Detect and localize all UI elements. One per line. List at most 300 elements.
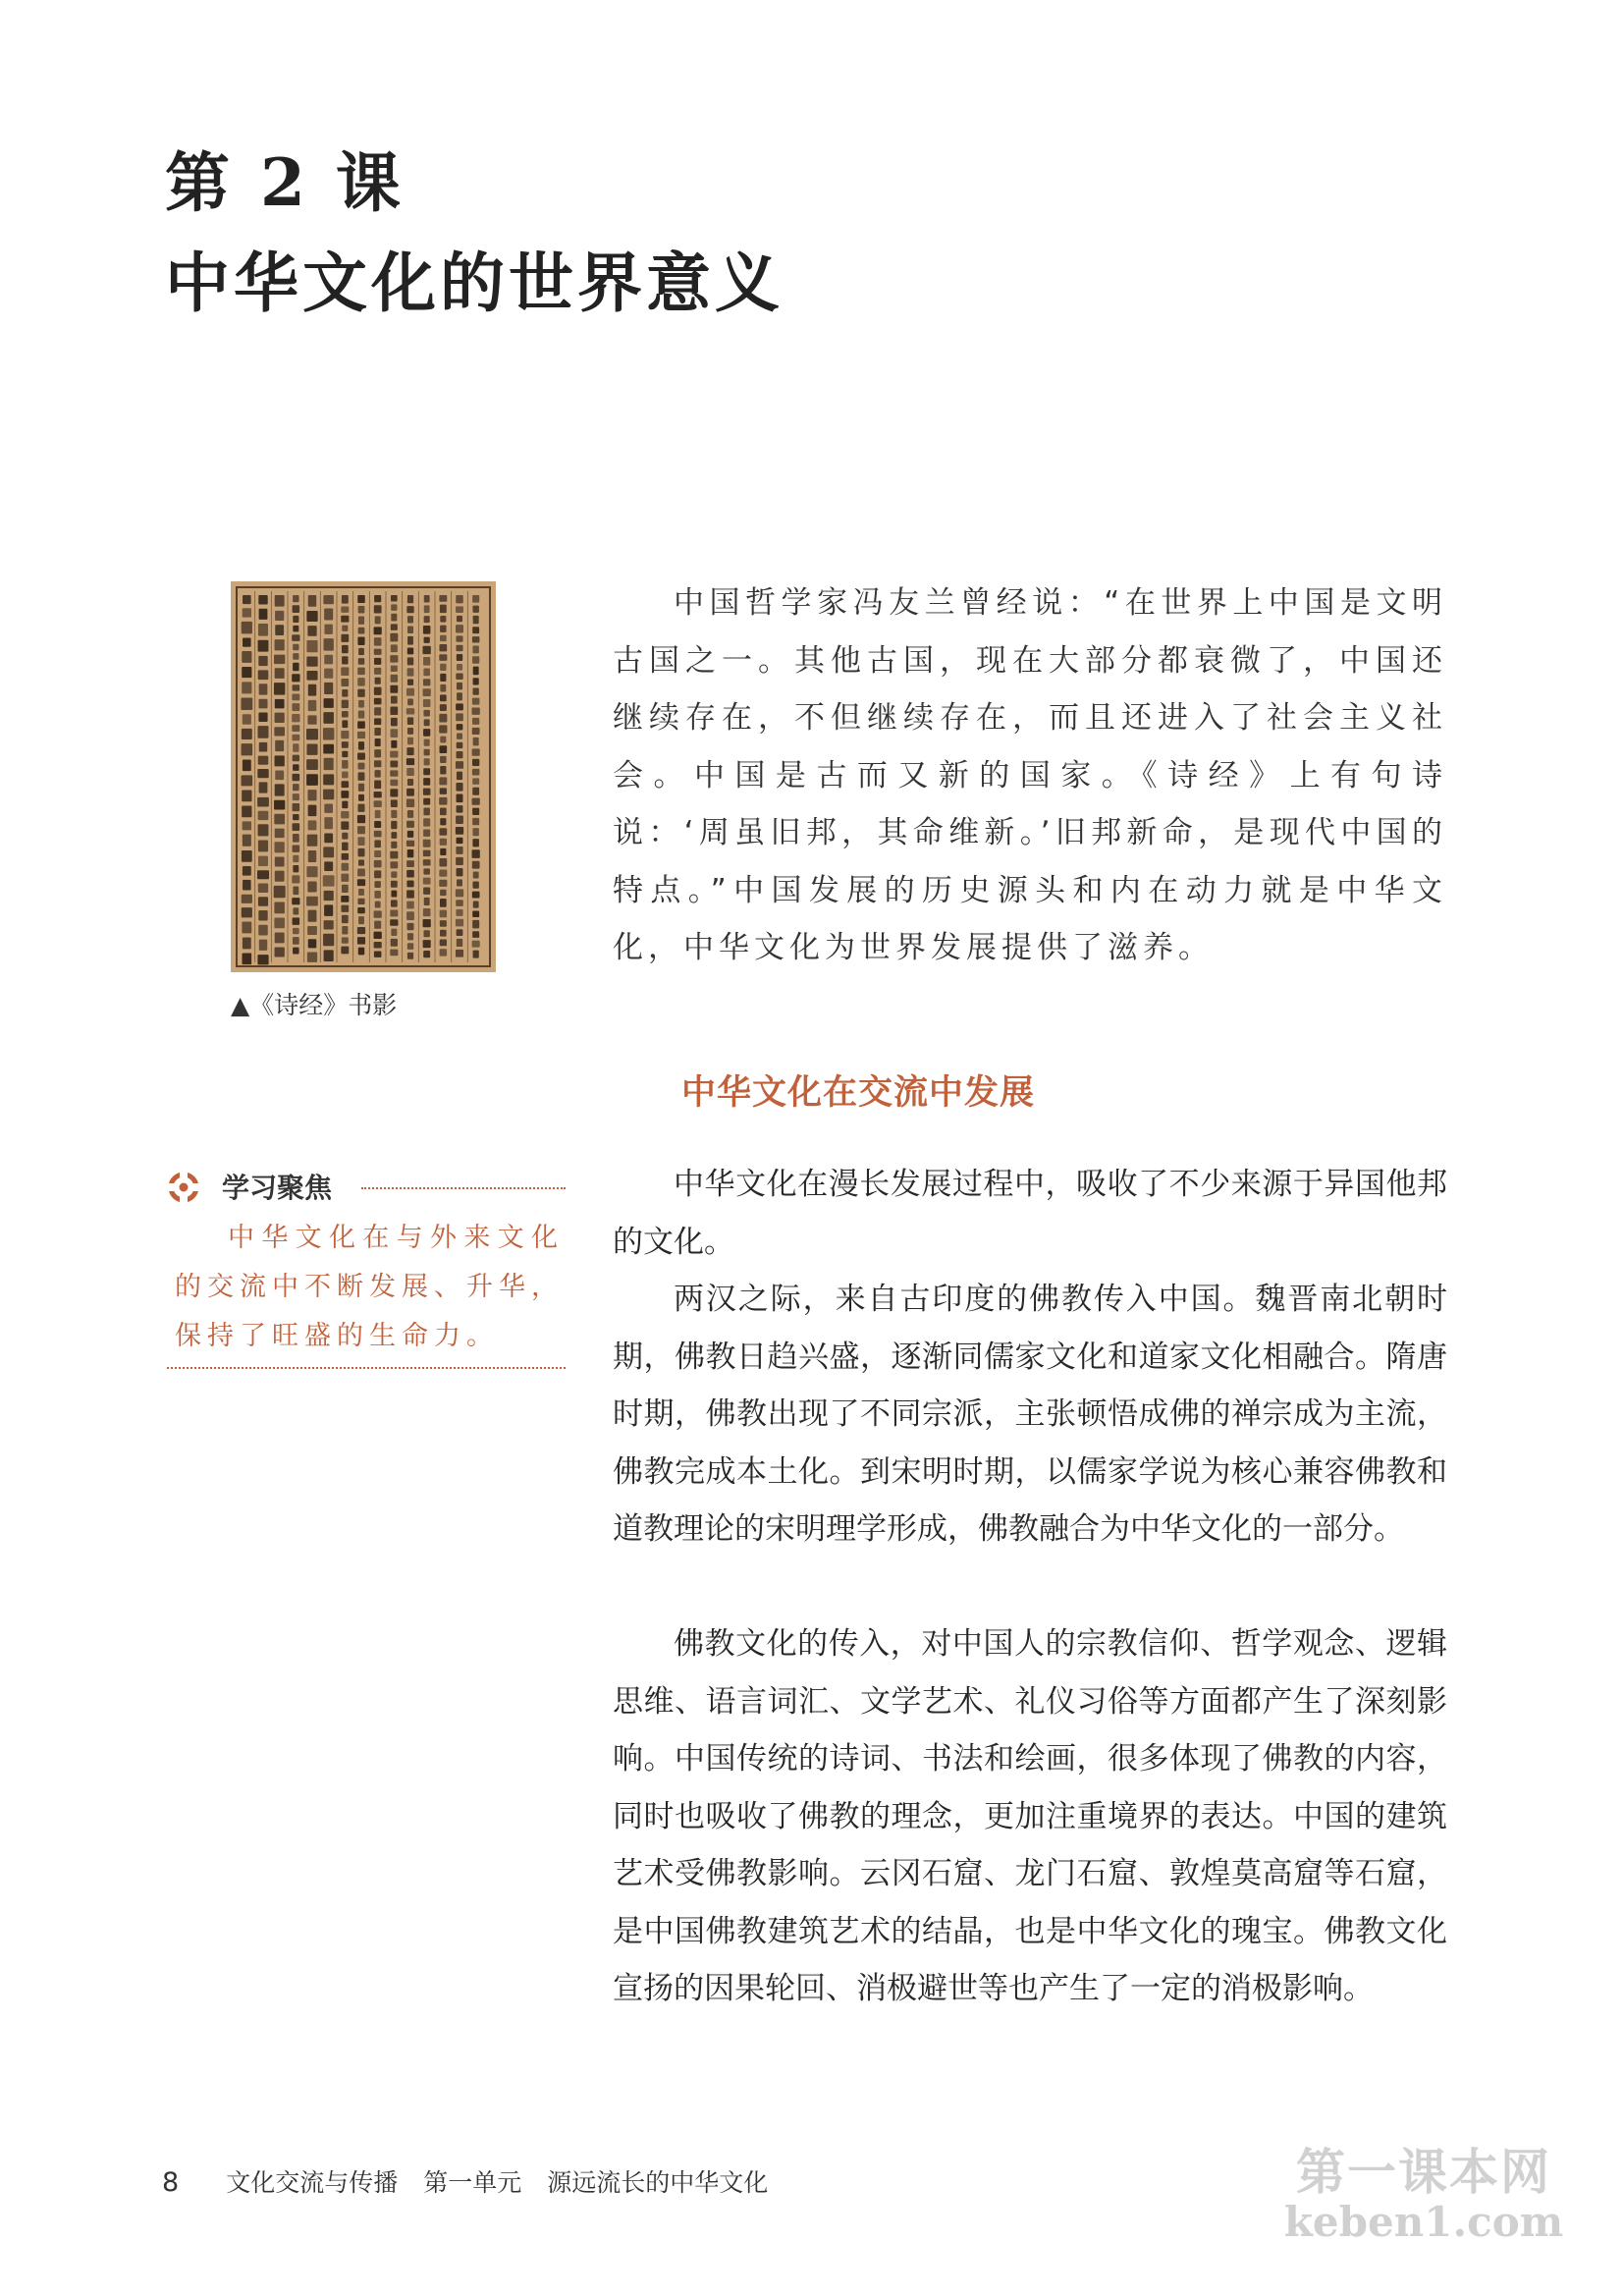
book-character-mark [342,926,348,934]
book-character-mark [457,742,463,748]
book-character-mark [391,832,397,839]
book-character-mark [306,866,317,877]
book-character-mark [358,606,365,614]
book-character-mark [275,625,284,635]
book-character-mark [456,900,463,906]
book-character-mark [292,898,299,904]
book-character-mark [292,693,299,700]
book-character-mark [456,625,463,632]
book-character-mark [275,699,285,709]
book-character-mark [374,698,382,705]
book-character-mark [457,683,462,689]
book-character-mark [374,891,380,899]
book-character-mark [275,755,285,766]
book-character-mark [406,821,414,828]
book-character-mark [423,710,429,717]
book-character-mark [293,846,300,852]
book-character-mark [439,714,447,723]
book-character-mark [391,718,398,726]
book-character-mark [473,872,479,879]
book-character-mark [293,626,298,631]
book-character-mark [457,724,463,730]
book-character-mark [406,799,414,807]
book-character-mark [424,605,430,613]
book-character-mark [292,714,299,722]
book-character-mark [342,853,349,860]
book-character-mark [423,626,431,634]
book-character-mark [423,859,431,865]
book-character-mark [243,880,251,891]
book-character-mark [259,609,268,620]
book-character-mark [357,595,365,603]
book-character-mark [456,909,462,916]
book-character-mark [258,884,268,894]
book-character-mark [440,910,447,918]
book-character-mark [358,616,364,624]
book-character-mark [308,820,317,830]
book-character-mark [440,839,447,846]
book-character-mark [341,634,349,642]
book-character-mark [374,627,382,634]
book-character-mark [258,640,269,652]
book-character-mark [258,726,269,738]
book-character-mark [390,919,398,925]
book-character-mark [407,849,414,857]
book-character-mark [391,675,398,683]
book-character-mark [342,656,348,664]
book-character-mark [357,636,364,645]
lesson-title: 中华文化的世界意义 [165,245,784,321]
book-character-mark [292,875,299,883]
book-character-mark [374,951,382,957]
book-character-mark [472,818,479,825]
book-character-mark [243,835,251,847]
footer-book-title: 文化交流与传播 [226,2168,399,2197]
book-character-mark [374,605,382,613]
book-character-mark [275,740,284,751]
book-character-mark [274,902,285,913]
book-character-mark [440,818,446,825]
book-character-mark [242,895,252,903]
book-character-mark [390,770,398,776]
book-character-mark [457,793,463,802]
book-character-mark [406,758,414,765]
book-character-mark [357,732,365,738]
book-character-mark [374,792,382,797]
book-character-mark [293,865,298,872]
book-character-mark [274,727,285,736]
book-character-mark [323,934,334,946]
book-character-mark [259,742,267,752]
book-character-mark [440,930,447,937]
book-character-mark [390,789,398,796]
book-character-mark [242,791,251,802]
book-character-mark [357,869,365,877]
book-character-mark [391,891,397,898]
book-character-mark [407,717,413,725]
intro-paragraph: 中国哲学家冯友兰曾经说：“在世界上中国是文明古国之一。其他古国，现在大部分都衰微了，中国还继续存在，不但继续存在，而且还进入了社会主义社会。中国是古而又新的国家。《诗经》上有句诗说：‘周虽旧邦，其命维新。’旧邦新命，是现代中国的特点。”中国发展的历史源头和内在动力就是中华文化，中华文化为世界发展提供了滋养。 [613,585,1447,965]
book-character-mark [275,611,284,621]
book-character-mark [472,861,480,869]
book-character-mark [406,923,413,930]
book-character-mark [423,778,430,786]
book-character-mark [243,595,251,604]
book-character-mark [440,899,447,907]
book-character-mark [457,868,463,876]
book-character-mark [242,651,251,663]
book-character-mark [323,847,334,857]
book-character-mark [242,682,251,693]
book-character-mark [374,870,381,878]
book-character-mark [324,920,334,929]
book-character-mark [293,928,299,934]
book-character-mark [407,943,413,950]
book-character-mark [323,875,335,886]
book-character-mark [374,668,381,675]
book-character-mark [391,821,397,829]
book-character-mark [375,810,381,818]
book-character-mark [275,771,284,781]
book-character-mark [306,759,318,770]
book-character-mark [374,910,382,917]
book-character-mark [358,648,364,655]
book-character-mark [375,902,381,908]
book-character-mark [391,614,397,622]
book-character-mark [293,948,299,955]
book-character-mark [407,779,413,786]
book-character-mark [406,890,414,898]
book-character-mark [374,800,382,807]
book-character-mark [341,811,349,818]
book-character-mark [357,678,364,686]
book-character-mark [358,741,364,750]
book-character-mark [306,640,317,652]
book-character-mark [440,616,446,623]
book-character-mark [308,595,316,607]
book-character-mark [258,925,268,936]
book-character-mark [342,843,348,850]
book-character-mark [473,738,479,746]
book-character-mark [357,689,364,697]
book-character-mark [390,751,398,758]
book-character-mark [374,932,382,939]
book-character-mark [341,679,349,686]
book-character-mark [472,718,479,725]
book-character-mark [472,798,480,805]
book-character-mark [440,635,447,641]
book-character-mark [440,766,446,775]
book-character-mark [440,939,447,946]
book-character-mark [357,721,365,728]
book-character-mark [357,879,365,886]
book-character-mark [241,698,252,710]
book-character-mark [341,874,349,882]
book-character-mark [342,645,349,653]
book-character-mark [243,954,252,965]
book-character-mark [242,743,253,755]
book-character-mark [307,790,316,800]
book-character-mark [258,897,268,906]
book-character-mark [342,720,348,728]
book-character-mark [457,939,462,947]
book-character-mark [439,880,447,887]
book-character-mark [259,683,268,694]
book-character-mark [357,899,364,904]
book-character-mark [391,624,398,629]
book-character-mark [324,817,333,829]
book-character-mark [342,595,349,604]
book-character-mark [472,788,479,795]
book-character-mark [423,878,431,885]
book-character-mark [456,919,463,927]
book-character-mark [472,839,479,847]
book-character-mark [456,606,463,613]
book-character-mark [390,685,398,693]
book-character-mark [342,863,349,871]
book-character-mark [423,679,430,685]
book-character-mark [457,805,463,812]
book-character-mark [342,833,348,840]
book-character-mark [456,847,462,854]
book-character-mark [457,664,462,671]
book-character-mark [341,947,349,955]
book-character-mark [342,885,349,893]
book-character-mark [324,891,334,901]
book-character-mark [342,772,349,779]
book-character-mark [274,683,285,695]
book-character-mark [242,805,251,817]
book-character-mark [374,728,381,736]
book-character-mark [275,948,285,957]
book-character-mark [424,616,430,623]
book-character-mark [308,805,317,817]
book-character-mark [423,789,431,795]
book-character-mark [472,636,479,642]
book-character-mark [357,826,365,834]
book-character-mark [358,711,364,719]
book-character-mark [374,942,382,949]
book-character-mark [423,818,430,826]
page-number: 8 [162,2167,180,2198]
book-character-mark [293,774,300,781]
book-character-mark [374,780,381,789]
book-character-mark [358,784,364,792]
book-character-mark [440,745,448,753]
book-character-mark [457,929,463,936]
book-character-mark [456,703,463,710]
book-character-mark [472,606,478,613]
book-character-mark [308,700,317,711]
book-character-mark [375,738,381,746]
book-character-mark [357,753,365,760]
book-character-mark [323,728,334,739]
book-character-mark [406,688,414,696]
book-character-mark [407,595,413,603]
book-character-mark [324,804,333,813]
book-character-mark [342,751,348,757]
book-character-mark [258,811,269,820]
book-character-mark [374,831,382,837]
book-character-mark [307,953,317,962]
book-character-mark [324,669,333,679]
book-character-mark [275,784,285,795]
book-character-mark [472,728,480,735]
book-character-mark [242,922,251,934]
book-character-mark [323,744,334,754]
book-character-mark [307,715,316,724]
book-character-mark [407,933,413,940]
book-character-mark [274,800,285,810]
book-character-mark [423,940,431,948]
book-character-mark [293,755,299,762]
book-character-mark [324,683,333,694]
book-character-mark [439,858,447,867]
book-character-mark [472,698,480,705]
book-character-mark [293,605,299,613]
book-character-mark [440,756,447,763]
book-character-mark [472,881,478,888]
book-character-mark [293,814,298,820]
book-character-mark [341,731,349,738]
book-character-mark [292,735,299,740]
book-character-mark [307,835,318,847]
body-paragraph: 两汉之际，来自古印度的佛教传入中国。魏晋南北朝时期，佛教日趋兴盛，逐渐同儒家文化和道家文化相融合。隋唐时期，佛教出现了不同宗派，主张顿悟成佛的禅宗成为主流，佛教完成本土化。到宋明时期，以儒家学说为核心兼容佛教和道教理论的宋明理学形成，佛教融合为中华文化的一部分。 [613,1282,1447,1547]
book-character-mark [406,841,414,847]
book-character-mark [456,950,463,957]
book-character-mark [439,777,447,785]
book-character-mark [342,801,348,808]
book-character-mark [407,636,413,645]
watermark-cn-text: 第一课本网 [1296,2144,1551,2201]
book-character-mark [258,595,267,605]
book-character-mark [423,919,431,927]
book-character-mark [293,937,299,945]
book-character-mark [440,694,447,701]
book-character-mark [342,741,349,748]
book-character-mark [274,886,286,898]
book-character-mark [306,611,317,622]
book-character-mark [440,605,447,613]
book-character-mark [357,937,365,945]
book-character-mark [457,616,462,622]
book-character-mark [457,654,462,661]
book-character-mark [357,668,364,676]
book-character-mark [293,855,298,862]
book-character-mark [456,857,463,865]
book-character-mark [307,626,316,636]
book-character-mark [423,830,430,837]
book-character-mark [243,938,251,950]
book-character-mark [439,797,447,805]
book-character-mark [407,831,413,838]
book-character-mark [275,857,285,867]
book-character-mark [342,915,349,923]
study-focus-text: 中华文化在与外来文化的交流中不断发展、升华，保持了旺盛的生命力。 [175,1223,564,1351]
book-character-mark [439,644,447,651]
book-character-mark [375,616,381,624]
book-character-mark [258,624,268,636]
book-character-mark [472,892,480,899]
book-character-mark [440,664,446,671]
watermark [1276,2146,1571,2245]
book-character-mark [259,782,268,793]
book-character-mark [307,881,316,892]
book-character-mark [424,898,430,905]
book-character-mark [391,666,398,672]
book-character-mark [259,699,268,709]
book-character-mark [390,760,398,767]
book-character-mark [275,595,285,607]
book-character-mark [243,821,251,830]
book-character-mark [324,861,333,871]
book-character-mark [293,644,298,650]
book-character-mark [357,837,364,846]
book-character-mark [439,828,447,836]
book-character-mark [292,634,299,641]
book-character-mark [324,833,333,843]
book-character-mark [440,626,446,632]
book-character-mark [457,692,462,700]
book-character-mark [258,670,269,680]
book-character-mark [258,856,268,866]
book-character-mark [424,719,430,726]
book-character-mark [243,714,251,724]
book-character-mark [391,939,398,947]
book-character-mark [391,929,397,936]
book-character-mark [439,869,447,876]
book-character-mark [406,747,413,755]
book-character-mark [293,784,299,791]
book-character-mark [258,713,267,722]
book-character-mark [423,798,430,805]
book-character-mark [440,788,447,794]
book-character-mark [407,626,413,633]
book-character-mark [257,870,269,879]
book-character-mark [306,671,317,681]
book-character-mark [456,889,463,897]
book-character-mark [341,607,349,613]
book-character-mark [456,713,463,721]
book-character-mark [257,955,268,964]
book-character-mark [275,871,285,882]
book-character-mark [358,948,364,956]
book-character-mark [407,738,413,744]
book-character-mark [406,860,414,867]
book-character-mark [456,595,462,603]
book-character-mark [308,910,317,922]
book-character-mark [440,808,447,816]
book-character-mark [423,888,430,895]
book-character-mark [293,823,300,831]
figure-caption: ▲《诗经》书影 [231,991,398,1019]
book-character-mark [391,881,398,888]
book-character-mark [275,668,285,679]
book-character-mark [423,930,429,937]
book-character-mark [391,871,397,878]
book-character-mark [424,749,430,756]
book-character-mark [391,810,397,818]
page-footer [162,2163,768,2199]
book-character-mark [391,842,397,848]
book-character-mark [390,780,398,787]
book-character-mark [292,703,299,711]
book-character-mark [258,841,268,852]
book-character-mark [440,949,447,956]
book-character-mark [423,840,431,847]
book-character-mark [374,687,382,695]
book-character-mark [275,713,285,723]
book-character-mark [406,870,414,878]
